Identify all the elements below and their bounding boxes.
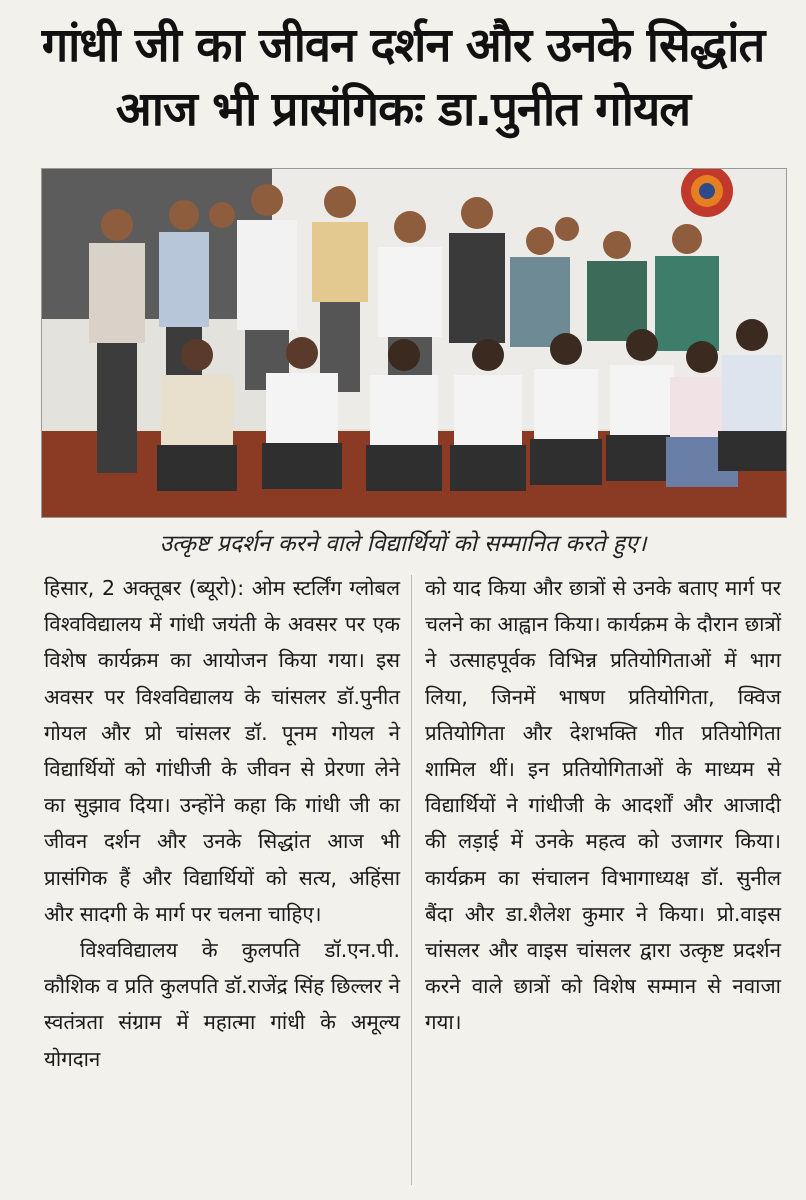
group-photo-illustration (42, 169, 786, 517)
news-photo (41, 168, 787, 518)
photo-caption: उत्कृष्ट प्रदर्शन करने वाले विद्यार्थियों को सम्मानित करते हुए। (159, 531, 647, 557)
headline-line-1: गांधी जी का जीवन दर्शन और उनके सिद्धांत (41, 18, 765, 73)
article-paragraph: को याद किया और छात्रों से उनके बताए मार्ग पर चलने का आह्वान किया। कार्यक्रम के दौरान छात्रों ने उत्साहपूर्वक विभिन्न प्रतियोगिताओं में भाग लिया, जिनमें भाषण प्रतियोगिता, क्विज प्रतियोगिता और देशभक्ति गीत प्रतियोगिता शामिल थीं। इन प्रतियोगिताओं के माध्यम से विद्यार्थियों ने गांधीजी के आदर्शों और आजादी की लड़ाई में उनके महत्व को उजागर किया। कार्यक्रम का संचालन विभागाध्यक्ष डॉ. सुनील बैंदा और डा.शैलेश कुमार ने किया। प्रो.वाइस चांसलर और वाइस चांसलर द्वारा उत्कृष्ट प्रदर्शन करने वाले छात्रों को विशेष सम्मान से नवाजा गया। (425, 576, 781, 1035)
headline (0, 14, 806, 142)
article-paragraph: हिसार, 2 अक्तूबर (ब्यूरो): ओम स्टर्लिंग ग्लोबल विश्वविद्यालय में गांधी जयंती के अवसर पर एक विशेष कार्यक्रम का आयोजन किया गया। इस अवसर पर विश्वविद्यालय के चांसलर डॉ.पुनीत गोयल और प्रो चांसलर डॉ. पूनम गोयल ने विद्यार्थियों को गांधीजी के जीवन से प्रेरणा लेने का सुझाव दिया। उन्होंने कहा कि गांधी जी का जीवन दर्शन और उनके सिद्धांत आज भी प्रासंगिक हैं और विद्यार्थियों को सत्य, अहिंसा और सादगी के मार्ग पर चलना चाहिए। (44, 576, 400, 926)
article-column-left (44, 570, 400, 1077)
headline-line-2: आज भी प्रासंगिकः डा.पुनीत गोयल (115, 82, 691, 137)
article-paragraph: विश्वविद्यालय के कुलपति डॉ.एन.पी. कौशिक व प्रति कुलपति डॉ.राजेंद्र सिंह छिल्लर ने स्वतंत्रता संग्राम में महात्मा गांधी के अमूल्य योगदान (44, 938, 400, 1071)
column-divider (411, 575, 412, 1185)
article-column-right (425, 570, 781, 1041)
